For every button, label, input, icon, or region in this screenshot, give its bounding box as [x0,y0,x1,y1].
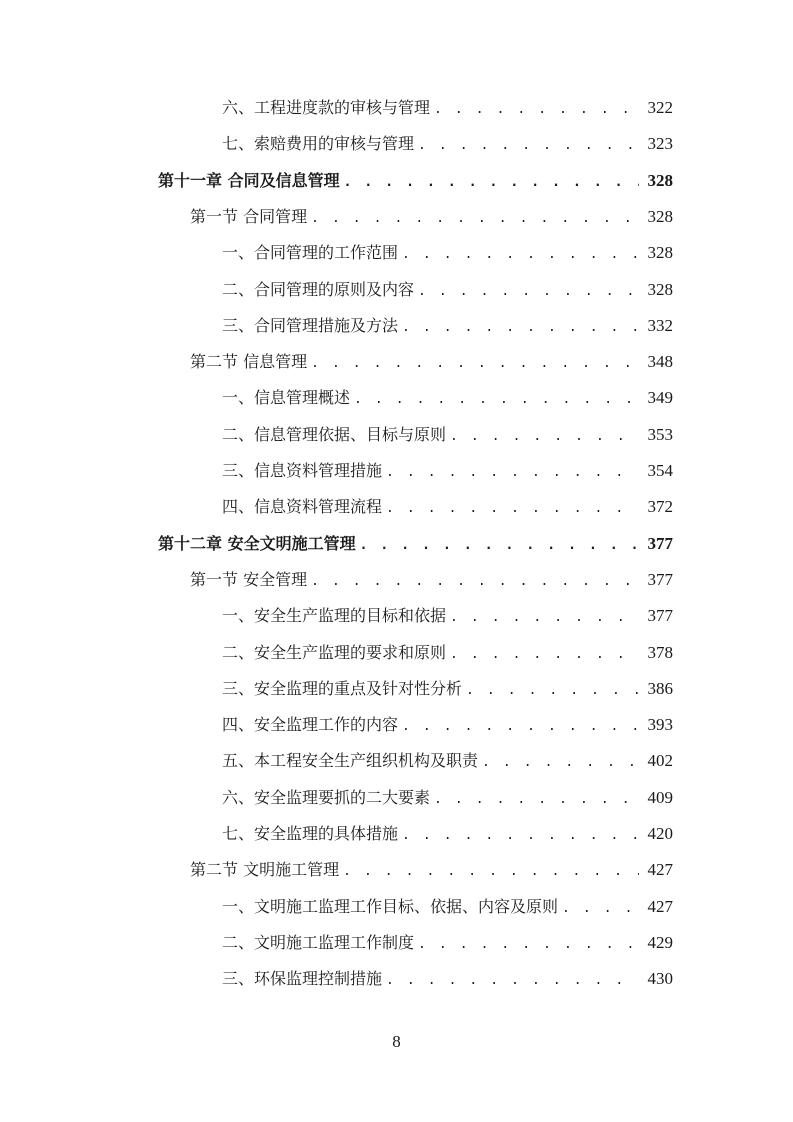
toc-entry-item[interactable] [222,453,673,489]
toc-entry-item[interactable] [222,489,673,525]
toc-entry-page-number: 427 [647,860,673,880]
toc-entry-title: 一、合同管理的工作范围 [222,243,399,263]
toc-entry-title: 第十一章 合同及信息管理 [158,170,340,190]
toc-entry-page-number: 328 [647,243,673,263]
toc-entry-item[interactable] [222,925,673,961]
toc-entry-title: 二、安全生产监理的要求和原则 [222,642,447,662]
toc-entry-title: 三、环保监理控制措施 [222,969,383,989]
toc-entry-title: 第一节 安全管理 [190,569,308,589]
toc-dot-leader [311,346,639,382]
toc-dot-leader [311,201,639,237]
toc-entry-title: 二、文明施工监理工作制度 [222,932,415,952]
toc-entry-page-number: 354 [647,461,673,480]
toc-dot-leader [386,963,639,999]
toc-entry-title: 一、文明施工监理工作目标、依据、内容及原则 [222,896,559,916]
toc-dot-leader [354,382,639,418]
toc-entry-title: 七、索赔费用的审核与管理 [222,134,415,154]
toc-entry-section[interactable] [190,852,673,888]
toc-entry-item[interactable] [222,380,673,416]
toc-entry-section[interactable] [190,199,673,235]
toc-entry-page-number: 377 [647,569,673,589]
toc-dot-leader [466,673,639,709]
toc-dot-leader [343,854,639,890]
toc-entry-page-number: 377 [647,533,673,553]
toc-entry-item[interactable] [222,816,673,852]
toc-entry-page-number: 377 [647,606,673,626]
toc-entry-page-number: 386 [647,678,673,698]
toc-entry-item[interactable] [222,235,673,271]
toc-entry-item[interactable] [222,961,673,997]
toc-entry-chapter[interactable] [158,163,673,199]
toc-dot-leader [402,310,639,346]
toc-entry-title: 三、信息资料管理措施 [222,461,383,480]
toc-dot-leader [434,782,639,818]
toc-dot-leader [386,491,639,527]
toc-entry-item[interactable] [222,707,673,743]
toc-entry-title: 第十二章 安全文明施工管理 [158,533,356,553]
toc-entry-title: 五、本工程安全生产组织机构及职责 [222,751,479,771]
toc-dot-leader [402,237,639,273]
toc-entry-item[interactable] [222,272,673,308]
toc-entry-item[interactable] [222,598,673,634]
toc-dot-leader [482,745,639,781]
page-number: 8 [392,1032,401,1051]
toc-dot-leader [562,891,639,927]
toc-entry-page-number: 427 [647,896,673,916]
toc-entry-item[interactable] [222,780,673,816]
toc-entry-page-number: 430 [647,969,673,989]
toc-entry-page-number: 372 [647,497,673,517]
toc-entry-item[interactable] [222,417,673,453]
toc-entry-title: 第二节 文明施工管理 [190,860,340,880]
toc-dot-leader [360,528,639,564]
toc-dot-leader [450,600,639,636]
toc-dot-leader [402,709,639,745]
toc-dot-leader [418,927,639,963]
toc-entry-title: 二、合同管理的原则及内容 [222,279,415,299]
toc-dot-leader [344,165,639,201]
toc-entry-page-number: 429 [647,932,673,952]
toc-entry-title: 第二节 信息管理 [190,352,308,372]
toc-dot-leader [386,455,639,491]
toc-entry-page-number: 420 [647,824,673,843]
toc-entry-page-number: 353 [647,424,673,444]
toc-entry-item[interactable] [222,308,673,344]
toc-entry-page-number: 402 [647,751,673,771]
toc-entry-title: 第一节 合同管理 [190,206,308,226]
toc-entry-title: 一、安全生产监理的目标和依据 [222,606,447,626]
toc-dot-leader [311,564,639,600]
toc-entry-title: 二、信息管理依据、目标与原则 [222,424,447,444]
toc-entry-page-number: 348 [647,352,673,372]
toc-dot-leader [418,274,639,310]
toc-entry-item[interactable] [222,671,673,707]
toc-entry-page-number: 328 [647,279,673,299]
toc-entry-title: 七、安全监理的具体措施 [222,824,399,843]
toc-dot-leader [450,419,639,455]
toc-entry-page-number: 409 [647,787,673,807]
toc-entry-item[interactable] [222,889,673,925]
toc-entry-item[interactable] [222,90,673,126]
toc-entry-title: 六、安全监理要抓的二大要素 [222,787,431,807]
toc-entry-title: 六、工程进度款的审核与管理 [222,98,431,117]
toc-entry-title: 四、信息资料管理流程 [222,497,383,517]
toc-entry-page-number: 349 [647,388,673,408]
toc-entry-page-number: 393 [647,715,673,735]
toc-entry-page-number: 332 [647,315,673,335]
toc-entry-title: 三、安全监理的重点及针对性分析 [222,678,463,698]
toc-entry-page-number: 323 [647,134,673,154]
toc-entry-item[interactable] [222,743,673,779]
toc-dot-leader [434,92,639,128]
toc-entry-section[interactable] [190,344,673,380]
toc-entry-item[interactable] [222,635,673,671]
toc-entry-title: 四、安全监理工作的内容 [222,715,399,735]
toc-dot-leader [402,818,639,854]
toc-entry-page-number: 328 [647,170,673,190]
toc-entry-chapter[interactable] [158,526,673,562]
toc-dot-leader [418,128,639,164]
toc-entry-section[interactable] [190,562,673,598]
toc-dot-leader [450,637,639,673]
toc-entry-title: 三、合同管理措施及方法 [222,315,399,335]
toc-entry-title: 一、信息管理概述 [222,388,351,408]
toc-entry-page-number: 328 [647,206,673,226]
toc-entry-item[interactable] [222,126,673,162]
toc-entry-page-number: 322 [647,98,673,117]
toc-entry-page-number: 378 [647,642,673,662]
